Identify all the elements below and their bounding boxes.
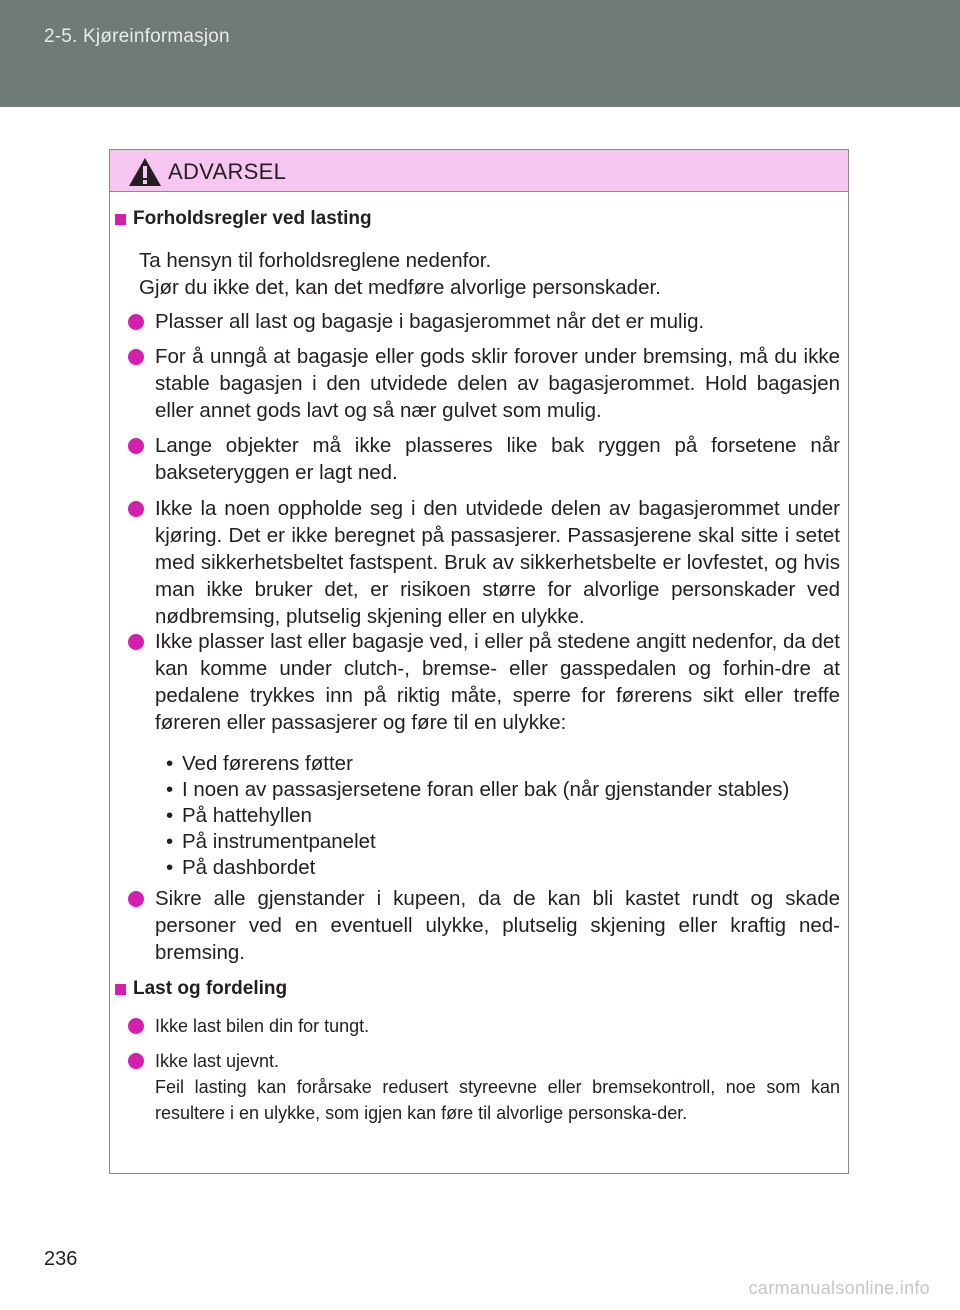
warning-title: ADVARSEL <box>168 159 287 184</box>
list-item: Ikke last ujevnt. <box>128 1048 840 1074</box>
list-item: Ikke la noen oppholde seg i den utvidede delen av bagasjerommet under kjøring. Det er ikke beregnet på passasjerer. Passasjerene skal sitte i setet med sikkerhetsbeltet fastspent. Bruk av sikkerhetsbelte er lovfestet, og hvis man ikke bruker det, er risikoen større for alvorlige personskader ved nødbremsing, plutselig skjening eller en ulykke. <box>128 495 840 630</box>
round-bullet-icon <box>128 314 144 330</box>
list-item: Ikke plasser last eller bagasje ved, i eller på stedene angitt nedenfor, da det kan komme under clutch-, bremse- eller gasspedalen og forhin-dre at pedalene trykkes inn på riktig måte, sperre for førerens sikt eller treffe føreren eller passasjerer og føre til en ulykke: <box>128 628 840 736</box>
round-bullet-icon <box>128 634 144 650</box>
warning-header <box>110 150 848 192</box>
sub-list-item: • I noen av passasjersetene foran eller bak (når gjenstander stables) <box>166 778 790 801</box>
sub-list-item: • På instrumentpanelet <box>166 830 376 853</box>
section-header <box>0 0 960 107</box>
list-item: Ikke last bilen din for tungt. <box>128 1013 840 1039</box>
section-heading: Last og fordeling <box>115 978 287 1000</box>
warning-box <box>109 149 849 1174</box>
list-item-continuation: Feil lasting kan forårsake redusert styreevne eller bremsekontroll, noe som kan resultere i en ulykke, som igjen kan føre til alvorlige personska-der. <box>155 1077 840 1123</box>
intro-line: Ta hensyn til forholdsreglene nedenfor. <box>139 249 492 272</box>
round-bullet-icon <box>128 501 144 517</box>
watermark: carmanualsonline.info <box>748 1278 930 1298</box>
warning-triangle-icon <box>128 157 162 187</box>
list-item: Sikre alle gjenstander i kupeen, da de kan bli kastet rundt og skade personer ved en eventuell ulykke, plutselig skjening eller kraftig ned-bremsing. <box>128 885 840 966</box>
sub-list-item: • På hattehyllen <box>166 804 312 827</box>
round-bullet-icon <box>128 438 144 454</box>
section-title: 2-5. Kjøreinformasjon <box>44 26 230 47</box>
square-bullet-icon <box>115 214 126 225</box>
sub-list-item: • På dashbordet <box>166 856 316 879</box>
list-item: Lange objekter må ikke plasseres like bak ryggen på forsetene når bakseteryggen er lagt ned. <box>128 432 840 486</box>
round-bullet-icon <box>128 891 144 907</box>
round-bullet-icon <box>128 1053 144 1069</box>
square-bullet-icon <box>115 984 126 995</box>
intro-line: Gjør du ikke det, kan det medføre alvorlige personskader. <box>139 276 661 299</box>
sub-list-item: • Ved førerens føtter <box>166 752 353 775</box>
list-item: Plasser all last og bagasje i bagasjerommet når det er mulig. <box>128 308 840 335</box>
round-bullet-icon <box>128 1018 144 1034</box>
page-number: 236 <box>44 1248 78 1270</box>
list-item: For å unngå at bagasje eller gods sklir forover under bremsing, må du ikke stable bagasjen i den utvidede delen av bagasjerommet. Hold bagasjen eller annet gods lavt og så nær gulvet som mulig. <box>128 343 840 424</box>
section-heading: Forholdsregler ved lasting <box>115 208 372 230</box>
round-bullet-icon <box>128 349 144 365</box>
